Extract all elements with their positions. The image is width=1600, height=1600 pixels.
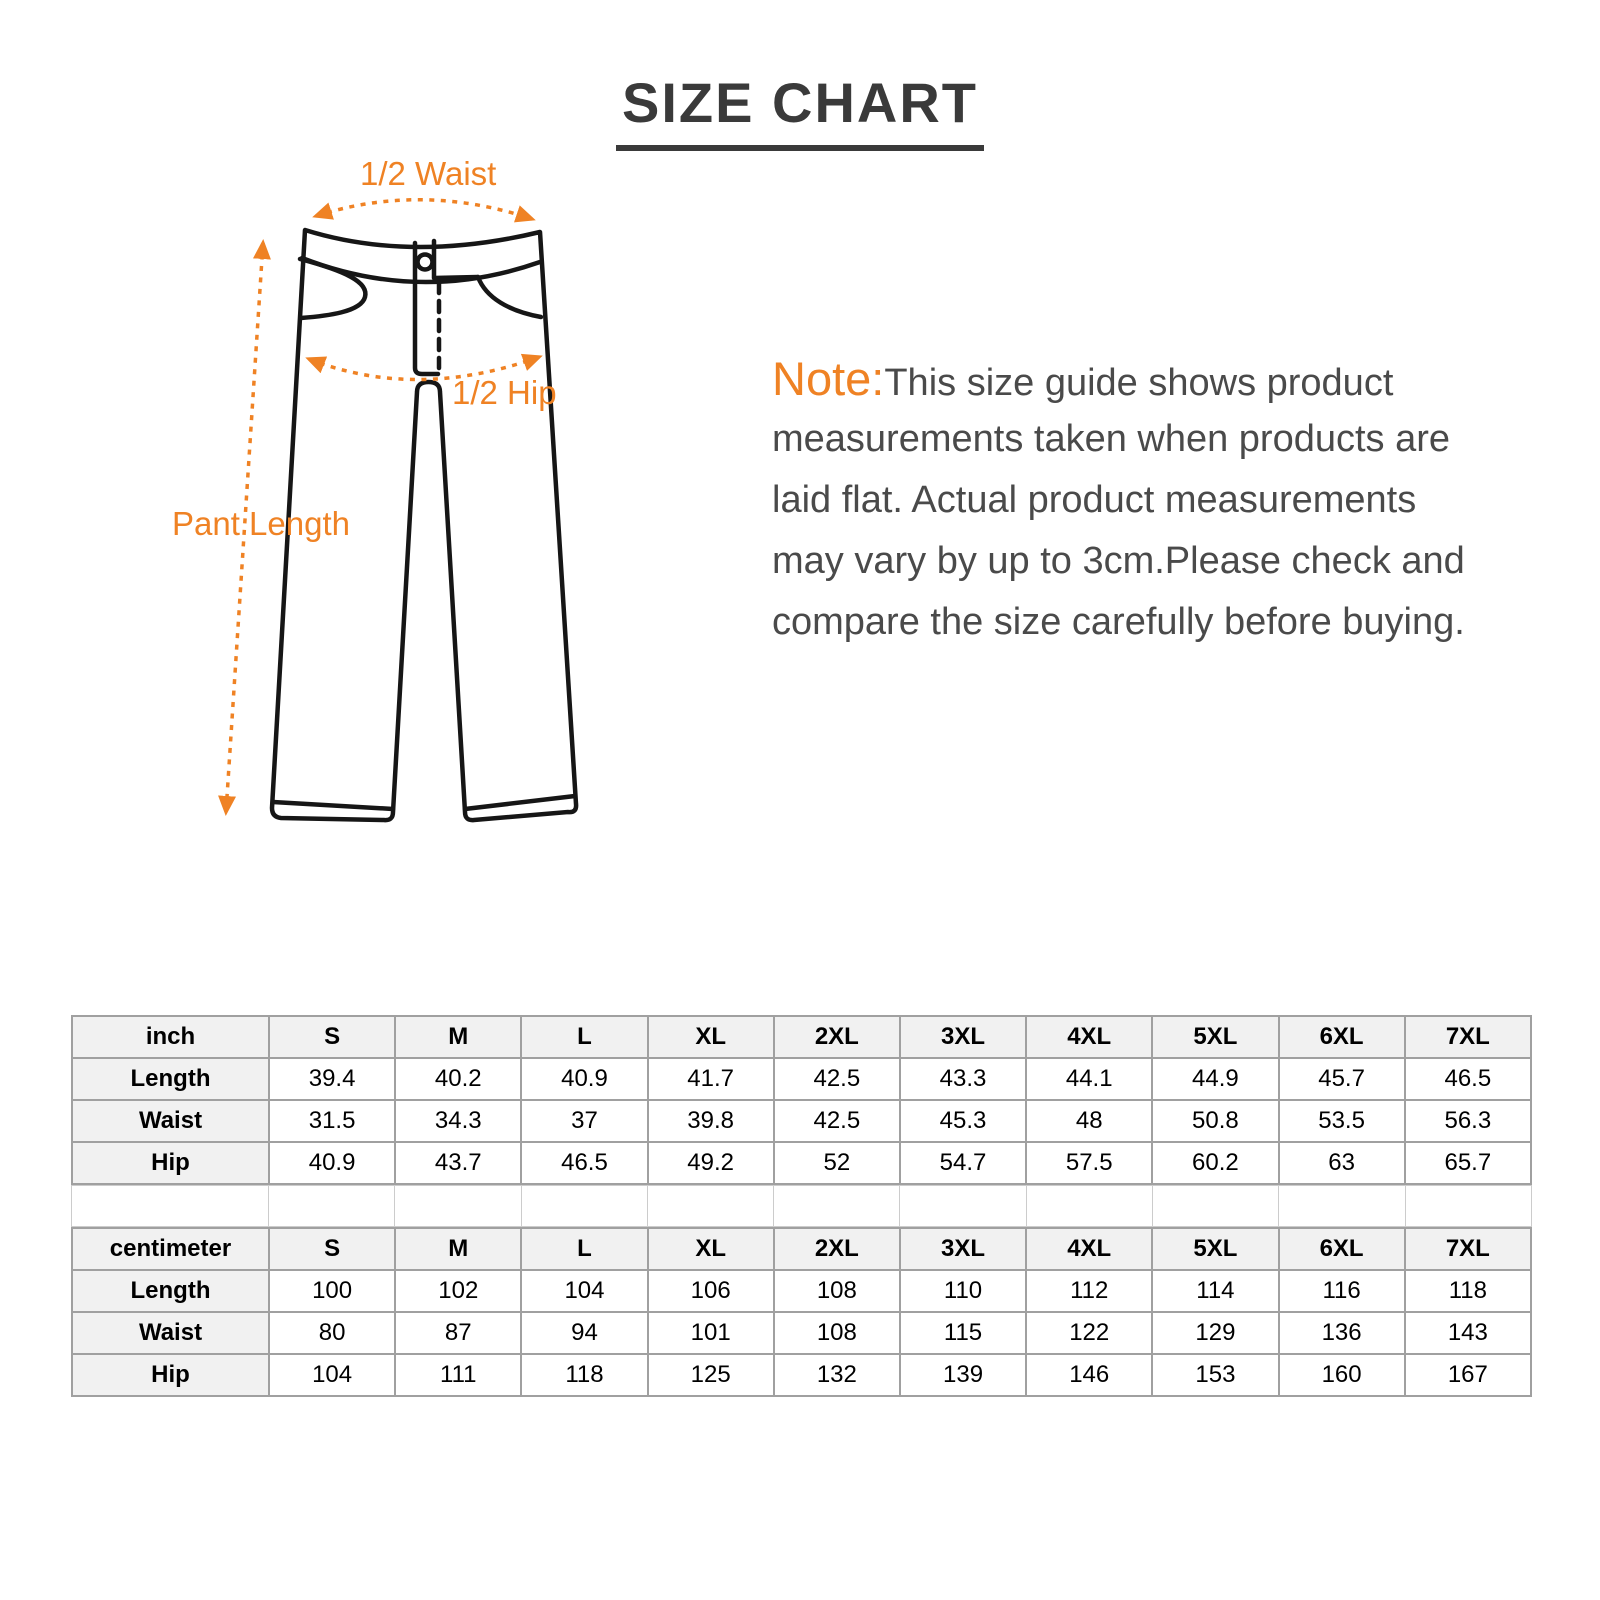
size-value-cell: 39.4 (269, 1058, 395, 1100)
size-value-cell: 42.5 (774, 1100, 900, 1142)
size-value-cell: 87 (395, 1312, 521, 1354)
size-value-cell: 111 (395, 1354, 521, 1396)
size-value-cell: 40.2 (395, 1058, 521, 1100)
empty-cell (1405, 1186, 1531, 1227)
size-value-cell: 132 (774, 1354, 900, 1396)
row-label: Length (72, 1270, 269, 1312)
size-value-cell: 106 (648, 1270, 774, 1312)
size-value-cell: 112 (1026, 1270, 1152, 1312)
column-header: 4XL (1026, 1016, 1152, 1058)
column-header: XL (648, 1016, 774, 1058)
size-value-cell: 139 (900, 1354, 1026, 1396)
size-value-cell: 53.5 (1279, 1100, 1405, 1142)
size-value-cell: 114 (1152, 1270, 1278, 1312)
empty-cell (269, 1186, 395, 1227)
empty-cell (647, 1186, 773, 1227)
table-row (72, 1270, 1531, 1312)
size-value-cell: 44.9 (1152, 1058, 1278, 1100)
empty-cell (774, 1186, 900, 1227)
size-value-cell: 56.3 (1405, 1100, 1531, 1142)
size-table-centimeter (71, 1227, 1532, 1397)
empty-cell (1279, 1186, 1405, 1227)
note-line: measurements taken when products are (772, 418, 1451, 460)
size-value-cell: 160 (1279, 1354, 1405, 1396)
size-value-cell: 50.8 (1152, 1100, 1278, 1142)
unit-header: centimeter (72, 1228, 269, 1270)
size-value-cell: 100 (269, 1270, 395, 1312)
size-value-cell: 102 (395, 1270, 521, 1312)
row-label: Waist (72, 1100, 269, 1142)
column-header: 7XL (1405, 1228, 1531, 1270)
header-row (72, 1016, 1531, 1058)
empty-cell (1026, 1186, 1152, 1227)
note-line (772, 348, 1492, 409)
size-value-cell: 52 (774, 1142, 900, 1184)
size-value-cell: 101 (648, 1312, 774, 1354)
size-value-cell: 37 (521, 1100, 647, 1142)
size-value-cell: 65.7 (1405, 1142, 1531, 1184)
empty-cell (521, 1186, 647, 1227)
note-text: This size guide shows product (884, 362, 1394, 404)
size-value-cell: 60.2 (1152, 1142, 1278, 1184)
column-header: 6XL (1279, 1228, 1405, 1270)
size-value-cell: 44.1 (1026, 1058, 1152, 1100)
size-value-cell: 80 (269, 1312, 395, 1354)
size-value-cell: 118 (521, 1354, 647, 1396)
size-table-inch (71, 1015, 1532, 1185)
size-value-cell: 42.5 (774, 1058, 900, 1100)
row-label: Hip (72, 1354, 269, 1396)
size-value-cell: 108 (774, 1270, 900, 1312)
size-value-cell: 46.5 (521, 1142, 647, 1184)
unit-header: inch (72, 1016, 269, 1058)
size-value-cell: 43.7 (395, 1142, 521, 1184)
size-tables (71, 1015, 1532, 1397)
column-header: S (269, 1016, 395, 1058)
size-value-cell: 46.5 (1405, 1058, 1531, 1100)
separator-row (72, 1186, 1532, 1227)
note-line: may vary by up to 3cm.Please check and (772, 540, 1465, 582)
note-paragraph (772, 348, 1492, 653)
column-header: 3XL (900, 1228, 1026, 1270)
column-header: 2XL (774, 1228, 900, 1270)
size-value-cell: 94 (521, 1312, 647, 1354)
empty-cell (1153, 1186, 1279, 1227)
column-header: 4XL (1026, 1228, 1152, 1270)
pants-diagram (150, 140, 650, 860)
size-value-cell: 125 (648, 1354, 774, 1396)
size-value-cell: 146 (1026, 1354, 1152, 1396)
size-value-cell: 104 (521, 1270, 647, 1312)
size-value-cell: 48 (1026, 1100, 1152, 1142)
size-value-cell: 122 (1026, 1312, 1152, 1354)
size-value-cell: 45.7 (1279, 1058, 1405, 1100)
size-value-cell: 63 (1279, 1142, 1405, 1184)
header-row (72, 1228, 1531, 1270)
size-value-cell: 41.7 (648, 1058, 774, 1100)
table-row (72, 1312, 1531, 1354)
column-header: S (269, 1228, 395, 1270)
size-value-cell: 39.8 (648, 1100, 774, 1142)
half-waist-label: 1/2 Waist (360, 155, 497, 192)
note-line: laid flat. Actual product measurements (772, 479, 1417, 521)
size-value-cell: 57.5 (1026, 1142, 1152, 1184)
size-value-cell: 129 (1152, 1312, 1278, 1354)
column-header: 6XL (1279, 1016, 1405, 1058)
column-header: M (395, 1016, 521, 1058)
size-value-cell: 31.5 (269, 1100, 395, 1142)
table-row (72, 1354, 1531, 1396)
table-row (72, 1058, 1531, 1100)
size-value-cell: 54.7 (900, 1142, 1026, 1184)
size-value-cell: 34.3 (395, 1100, 521, 1142)
size-value-cell: 143 (1405, 1312, 1531, 1354)
column-header: L (521, 1016, 647, 1058)
column-header: 5XL (1152, 1228, 1278, 1270)
size-value-cell: 118 (1405, 1270, 1531, 1312)
column-header: L (521, 1228, 647, 1270)
separator-row-table (71, 1185, 1532, 1227)
column-header: 3XL (900, 1016, 1026, 1058)
row-label: Hip (72, 1142, 269, 1184)
size-value-cell: 110 (900, 1270, 1026, 1312)
size-value-cell: 40.9 (521, 1058, 647, 1100)
size-value-cell: 45.3 (900, 1100, 1026, 1142)
table-row (72, 1142, 1531, 1184)
size-value-cell: 43.3 (900, 1058, 1026, 1100)
empty-cell (900, 1186, 1026, 1227)
size-value-cell: 40.9 (269, 1142, 395, 1184)
note-prefix: Note: (772, 352, 885, 405)
size-value-cell: 108 (774, 1312, 900, 1354)
size-value-cell: 104 (269, 1354, 395, 1396)
empty-cell (395, 1186, 521, 1227)
column-header: 7XL (1405, 1016, 1531, 1058)
size-value-cell: 136 (1279, 1312, 1405, 1354)
note-line: compare the size carefully before buying. (772, 601, 1465, 643)
page-title: SIZE CHART (616, 70, 984, 151)
row-label: Length (72, 1058, 269, 1100)
table-row (72, 1100, 1531, 1142)
size-value-cell: 49.2 (648, 1142, 774, 1184)
half-hip-label: 1/2 Hip (452, 374, 557, 411)
size-value-cell: 116 (1279, 1270, 1405, 1312)
size-value-cell: 115 (900, 1312, 1026, 1354)
column-header: XL (648, 1228, 774, 1270)
column-header: 2XL (774, 1016, 900, 1058)
pant-length-label: Pant Length (172, 505, 350, 542)
column-header: 5XL (1152, 1016, 1278, 1058)
size-value-cell: 153 (1152, 1354, 1278, 1396)
size-value-cell: 167 (1405, 1354, 1531, 1396)
empty-cell (72, 1186, 269, 1227)
title-wrap (0, 70, 1600, 151)
row-label: Waist (72, 1312, 269, 1354)
column-header: M (395, 1228, 521, 1270)
